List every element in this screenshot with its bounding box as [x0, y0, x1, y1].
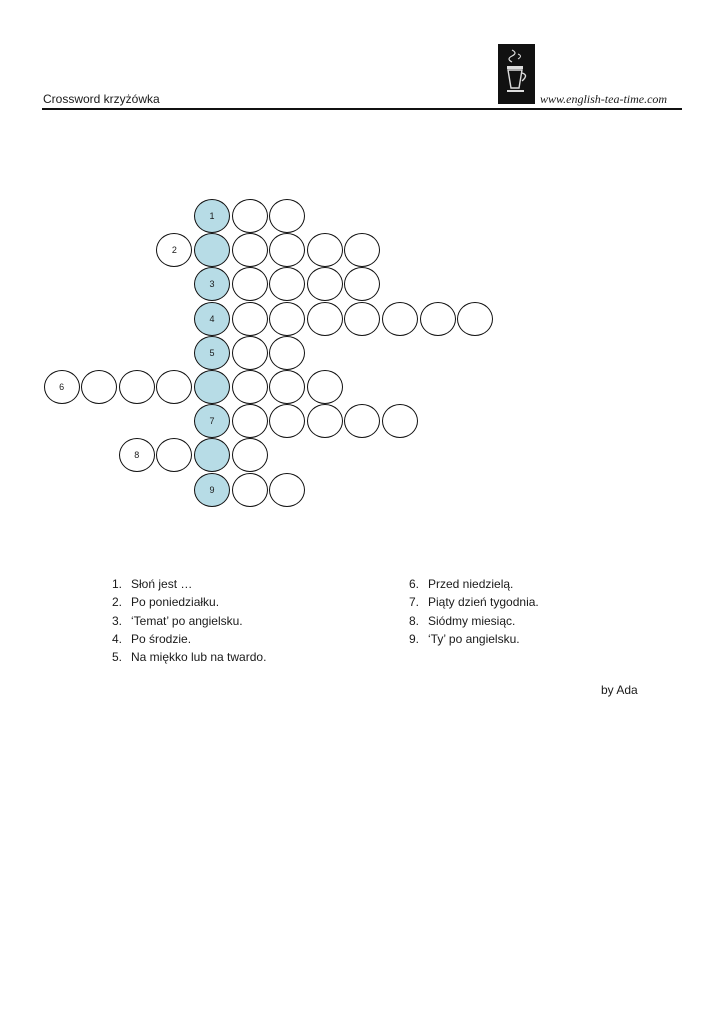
crossword-cell — [307, 404, 343, 438]
crossword-cell — [307, 302, 343, 336]
crossword-cell — [382, 302, 418, 336]
clue-list-left — [100, 575, 266, 666]
clue-item: 2. Po poniedziałku. — [111, 595, 220, 610]
clue-item: 3. ‘Temat’ po angielsku. — [111, 613, 243, 628]
crossword-cell-highlighted — [194, 438, 230, 472]
clue-item: 9. ‘Ty’ po angielsku. — [408, 631, 520, 646]
clue-item: 8. Siódmy miesiąc. — [408, 613, 516, 628]
crossword-cell — [119, 370, 155, 404]
crossword-cell — [344, 404, 380, 438]
header-title: Crossword krzyżówka — [43, 92, 160, 106]
crossword-cell — [269, 336, 305, 370]
crossword-cell-highlighted — [194, 233, 230, 267]
crossword-cell — [344, 302, 380, 336]
crossword-cell — [156, 438, 192, 472]
clue-number-9: 9 — [209, 484, 215, 495]
crossword-cell — [269, 267, 305, 301]
crossword-cell — [457, 302, 493, 336]
crossword-cell — [269, 370, 305, 404]
crossword-cell — [232, 336, 268, 370]
author-credit: by Ada — [601, 683, 638, 697]
clue-number-6: 6 — [59, 382, 65, 392]
clue-number-7: 7 — [209, 416, 215, 427]
website-url: www.english-tea-time.com — [540, 92, 668, 106]
clue-number-2: 2 — [171, 245, 177, 256]
crossword-cell — [232, 438, 268, 472]
crossword-cell — [382, 404, 418, 438]
crossword-cell — [420, 302, 456, 336]
crossword-cell — [232, 404, 268, 438]
crossword-cell — [269, 404, 305, 438]
crossword-cell — [232, 199, 268, 233]
crossword-cell — [307, 267, 343, 301]
crossword-cell — [307, 233, 343, 267]
clue-item: 6. Przed niedzielą. — [408, 577, 514, 591]
clue-number-4: 4 — [209, 313, 215, 324]
crossword-cell — [232, 473, 268, 507]
crossword-cell — [156, 370, 192, 404]
crossword-cell — [232, 267, 268, 301]
clue-number-1: 1 — [209, 211, 215, 221]
crossword-cell — [232, 233, 268, 267]
clue-number-5: 5 — [209, 347, 215, 358]
clue-number-3: 3 — [209, 279, 215, 290]
crossword-cell — [307, 370, 343, 404]
crossword-cell — [232, 370, 268, 404]
crossword-cell — [344, 233, 380, 267]
crossword-cell — [269, 199, 305, 233]
crossword-cell-highlighted — [194, 370, 230, 404]
crossword-cell — [344, 267, 380, 301]
crossword-cell — [81, 370, 117, 404]
clue-item: 4. Po środzie. — [111, 631, 192, 646]
crossword-cell — [269, 302, 305, 336]
crossword-cell — [232, 302, 268, 336]
clue-item: 7. Piąty dzień tygodnia. — [408, 595, 539, 610]
clue-item: 1. Słoń jest … — [111, 577, 193, 591]
clue-item: 5. Na miękko lub na twardo. — [111, 650, 267, 665]
crossword-cell — [269, 233, 305, 267]
crossword-cell — [269, 473, 305, 507]
clue-number-8: 8 — [134, 450, 140, 461]
clue-list-right — [397, 575, 539, 648]
